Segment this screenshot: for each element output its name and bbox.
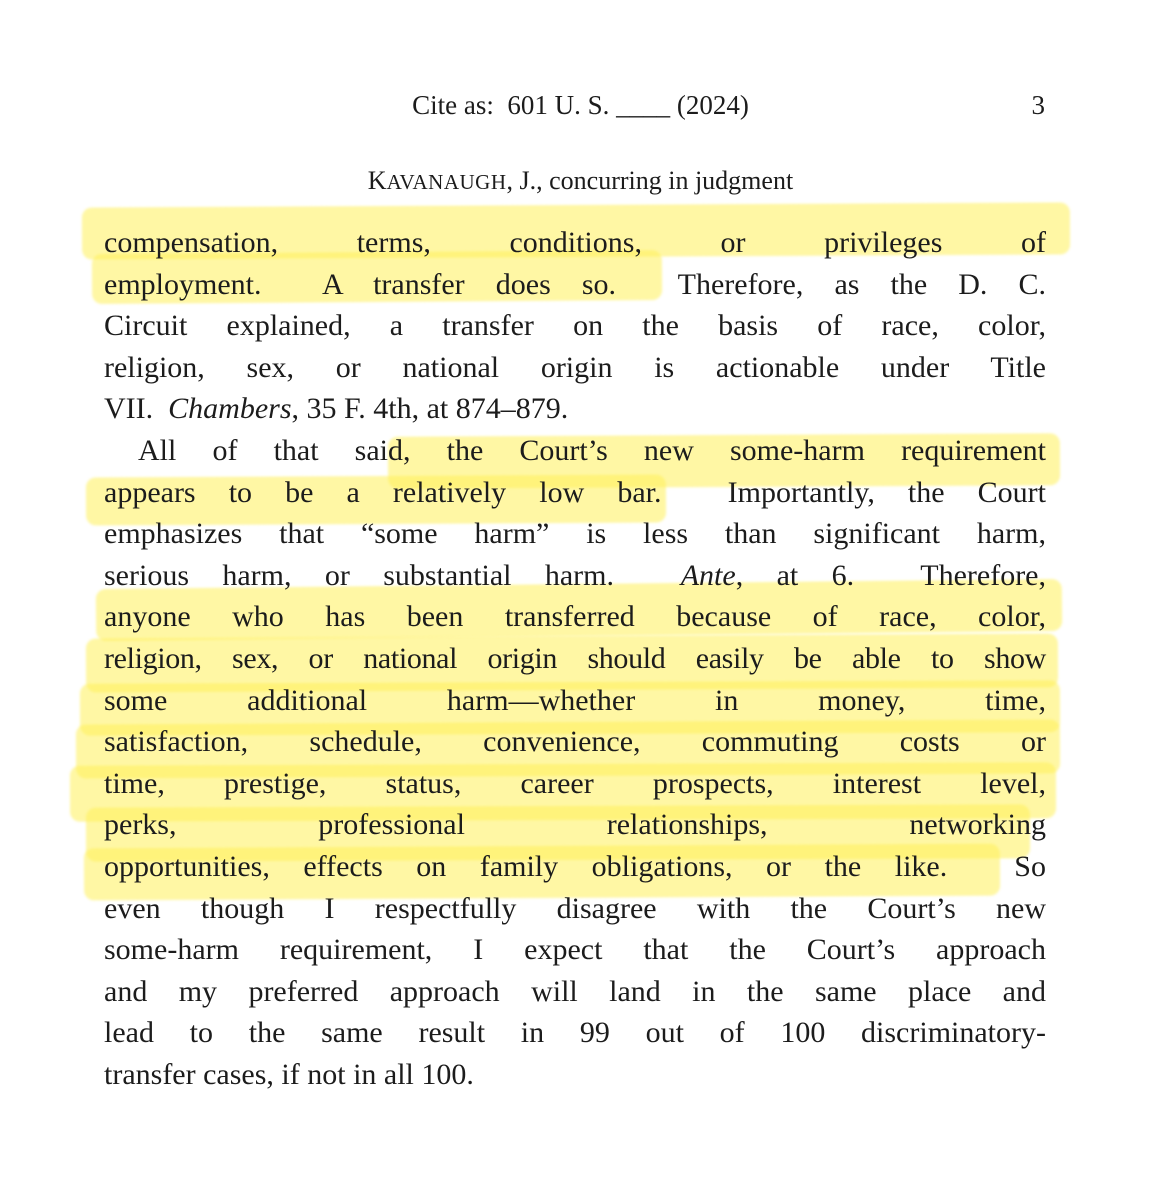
- text-line: perks, professional relationships, networking: [104, 808, 1046, 842]
- text-fragment: VII.: [104, 392, 169, 426]
- text-line: and my preferred approach will land in the same place and: [104, 974, 1046, 1008]
- text-line: employment. A transfer does so. Therefore, as the D. C.: [104, 267, 1046, 301]
- text-line: emphasizes that “some harm” is less than significant harm,: [104, 517, 1046, 551]
- ante-citation: Ante: [680, 558, 736, 592]
- text-line: opportunities, effects on family obligations, or the like. So: [104, 849, 1046, 883]
- text-line: transfer cases, if not in all 100.: [104, 1057, 474, 1091]
- opinion-body: [104, 222, 1046, 1095]
- text-line: appears to be a relatively low bar. Importantly, the Court: [104, 475, 1046, 509]
- text-line: some additional harm—whether in money, time,: [104, 683, 1046, 717]
- text-line: even though I respectfully disagree with the Court’s new: [104, 891, 1046, 925]
- author-name-smallcaps: AVANAUGH: [386, 170, 507, 194]
- text-line: religion, sex, or national origin is actionable under Title: [104, 350, 1046, 384]
- text-line: [104, 555, 1046, 597]
- running-head: [0, 166, 1161, 196]
- text-line: Circuit explained, a transfer on the basis of race, color,: [104, 309, 1046, 343]
- text-fragment: , at 6. Therefore,: [735, 558, 1046, 592]
- text-line: [104, 388, 1046, 430]
- page-header: [0, 86, 1161, 126]
- text-fragment: serious harm, or substantial harm.: [104, 558, 681, 592]
- running-head-rest: , J., concurring in judgment: [506, 166, 794, 195]
- text-line: some-harm requirement, I expect that the Court’s approach: [104, 933, 1046, 967]
- case-name: Chambers: [168, 392, 292, 426]
- page-number: 3: [1031, 90, 1045, 120]
- text-line: satisfaction, schedule, convenience, commuting costs or: [104, 725, 1046, 759]
- text-line: time, prestige, status, career prospects, interest level,: [104, 766, 1046, 800]
- text-line: All of that said, the Court’s new some-harm requirement: [138, 433, 1046, 467]
- author-initial: K: [367, 166, 387, 195]
- text-line: compensation, terms, conditions, or privileges of: [104, 226, 1046, 259]
- text-line: anyone who has been transferred because of race, color,: [104, 600, 1046, 634]
- text-line: lead to the same result in 99 out of 100 discriminatory-: [104, 1016, 1046, 1050]
- text-fragment: , 35 F. 4th, at 874–879.: [291, 392, 569, 426]
- text-line: religion, sex, or national origin should easily be able to show: [104, 641, 1046, 675]
- citation: Cite as: 601 U. S. ____ (2024): [412, 90, 749, 120]
